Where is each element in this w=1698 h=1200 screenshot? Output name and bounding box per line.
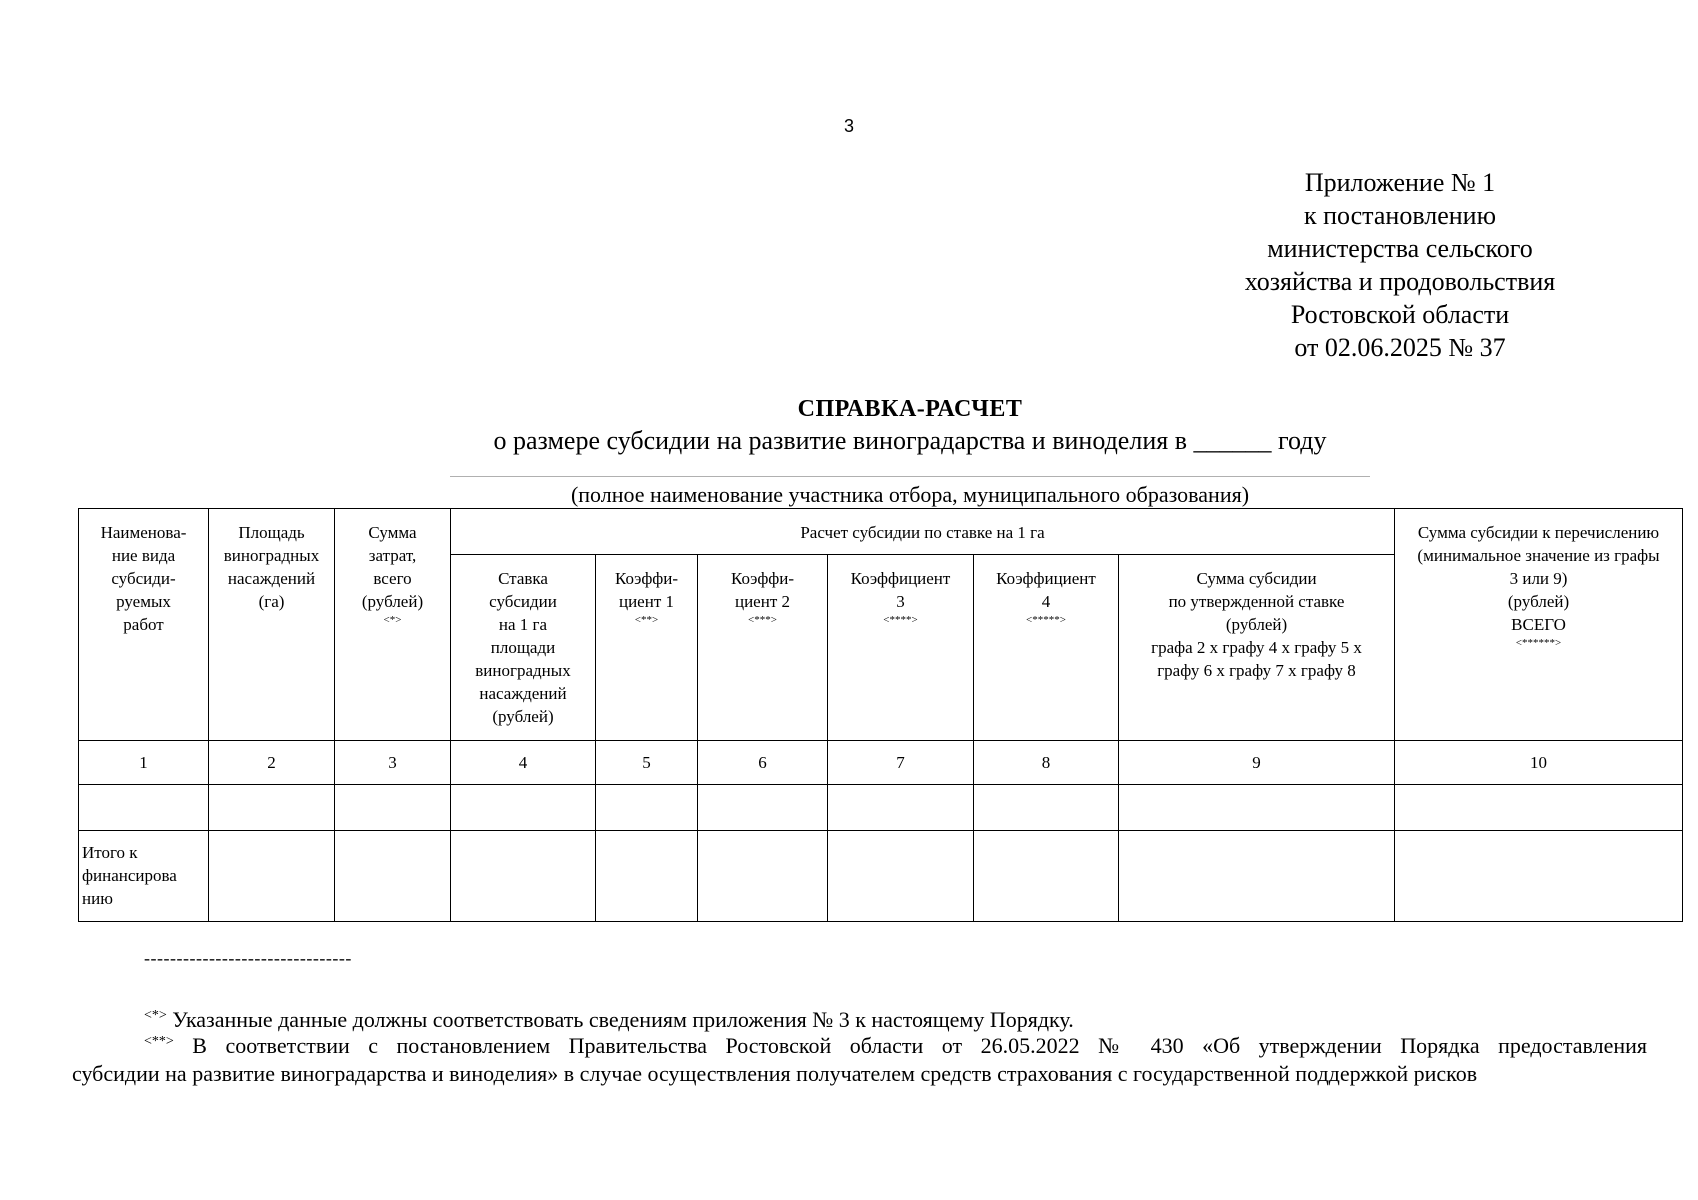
footnote-mark: <******> — [1515, 637, 1562, 649]
header-row-group — [79, 509, 1683, 555]
header-col-5: Коэффи- циент 1 <**> — [596, 555, 698, 741]
table-cell — [596, 831, 698, 922]
column-number: 4 — [451, 741, 596, 785]
footnote-mark: <*****> — [1026, 614, 1066, 626]
footnote-text-line-1: <**> В соответствии с постановлением Правительства Ростовской области от 26.05.2022 № 430 «Об утверждении Порядка предоставления — [144, 1033, 1647, 1058]
table-cell — [335, 785, 451, 831]
column-number: 10 — [1395, 741, 1683, 785]
column-number: 2 — [209, 741, 335, 785]
table-cell — [1119, 831, 1395, 922]
header-col-4: Ставка субсидии на 1 га площади виноградных насаждений (рублей) — [451, 555, 596, 741]
header-col-3: Сумма затрат, всего (рублей) <*> — [335, 509, 451, 741]
table-cell — [828, 785, 974, 831]
table-cell — [79, 785, 209, 831]
table-cell — [209, 785, 335, 831]
header-col-10: Сумма субсидии к перечислению (минимальное значение из графы 3 или 9) (рублей) ВСЕГО <******> — [1395, 509, 1683, 741]
calculation-table — [78, 508, 1683, 922]
appendix-line: Ростовской области — [1290, 300, 1510, 329]
footnote-mark: <*> — [383, 614, 402, 626]
footnote-mark: <**> — [634, 614, 659, 626]
column-number: 7 — [828, 741, 974, 785]
header-col-7: Коэффициент 3 <****> — [828, 555, 974, 741]
table-cell — [974, 785, 1119, 831]
participant-name-line — [450, 476, 1370, 477]
footnote-2 — [72, 1028, 1647, 1088]
table-cell — [1119, 785, 1395, 831]
column-number: 5 — [596, 741, 698, 785]
footnote-text: Указанные данные должны соответствовать сведениям приложения № 3 к настоящему Порядку. — [172, 1007, 1074, 1032]
table-cell — [698, 831, 828, 922]
header-col-2: Площадь виноградных насаждений (га) — [209, 509, 335, 741]
table-cell — [451, 831, 596, 922]
table-cell — [1395, 831, 1683, 922]
footnote-divider: -------------------------------- — [144, 948, 352, 968]
total-label: Итого к финансирова нию — [79, 831, 209, 922]
footnote-mark: <*> — [144, 1008, 167, 1023]
column-number-row — [79, 741, 1683, 785]
footnote-mark: <***> — [748, 614, 777, 626]
column-number: 3 — [335, 741, 451, 785]
total-row — [79, 831, 1683, 922]
table-cell — [1395, 785, 1683, 831]
column-number: 8 — [974, 741, 1119, 785]
column-number: 6 — [698, 741, 828, 785]
header-col-9: Сумма субсидии по утвержденной ставке (рублей) графа 2 x графу 4 x графу 5 x графу 6 x графу 7 x графу 8 — [1119, 555, 1395, 741]
participant-caption: (полное наименование участника отбора, муниципального образования) — [570, 482, 1250, 507]
header-col-6: Коэффи- циент 2 <***> — [698, 555, 828, 741]
appendix-line: Приложение № 1 — [1304, 168, 1496, 197]
column-number: 1 — [79, 741, 209, 785]
header-group-calculation: Расчет субсидии по ставке на 1 га — [451, 509, 1395, 555]
table-cell — [698, 785, 828, 831]
column-number: 9 — [1119, 741, 1395, 785]
page-number: 3 — [843, 116, 854, 136]
appendix-line: от 02.06.2025 № 37 — [1294, 333, 1506, 362]
table-cell — [335, 831, 451, 922]
table-row — [79, 785, 1683, 831]
table-cell — [451, 785, 596, 831]
table-cell — [974, 831, 1119, 922]
document-subtitle: о размере субсидии на развитие виноградарства и виноделия в ______ году — [493, 426, 1327, 455]
footnote-mark: <****> — [883, 614, 918, 626]
footnote-mark: <**> — [144, 1034, 174, 1049]
table-cell — [596, 785, 698, 831]
appendix-line: министерства сельского — [1267, 234, 1533, 263]
table-cell — [209, 831, 335, 922]
document-title: СПРАВКА-РАСЧЕТ — [797, 396, 1023, 422]
appendix-block — [1210, 166, 1590, 364]
header-col-1: Наименова- ние вида субсиди- руемых работ — [79, 509, 209, 741]
table-cell — [828, 831, 974, 922]
header-col-8: Коэффициент 4 <*****> — [974, 555, 1119, 741]
appendix-line: к постановлению — [1303, 201, 1497, 230]
footnote-text-line-2: субсидии на развитие виноградарства и виноделия» в случае осуществления получателем средств страхования с государственной поддержкой рисков — [72, 1061, 1478, 1086]
appendix-line: хозяйства и продовольствия — [1244, 267, 1556, 296]
